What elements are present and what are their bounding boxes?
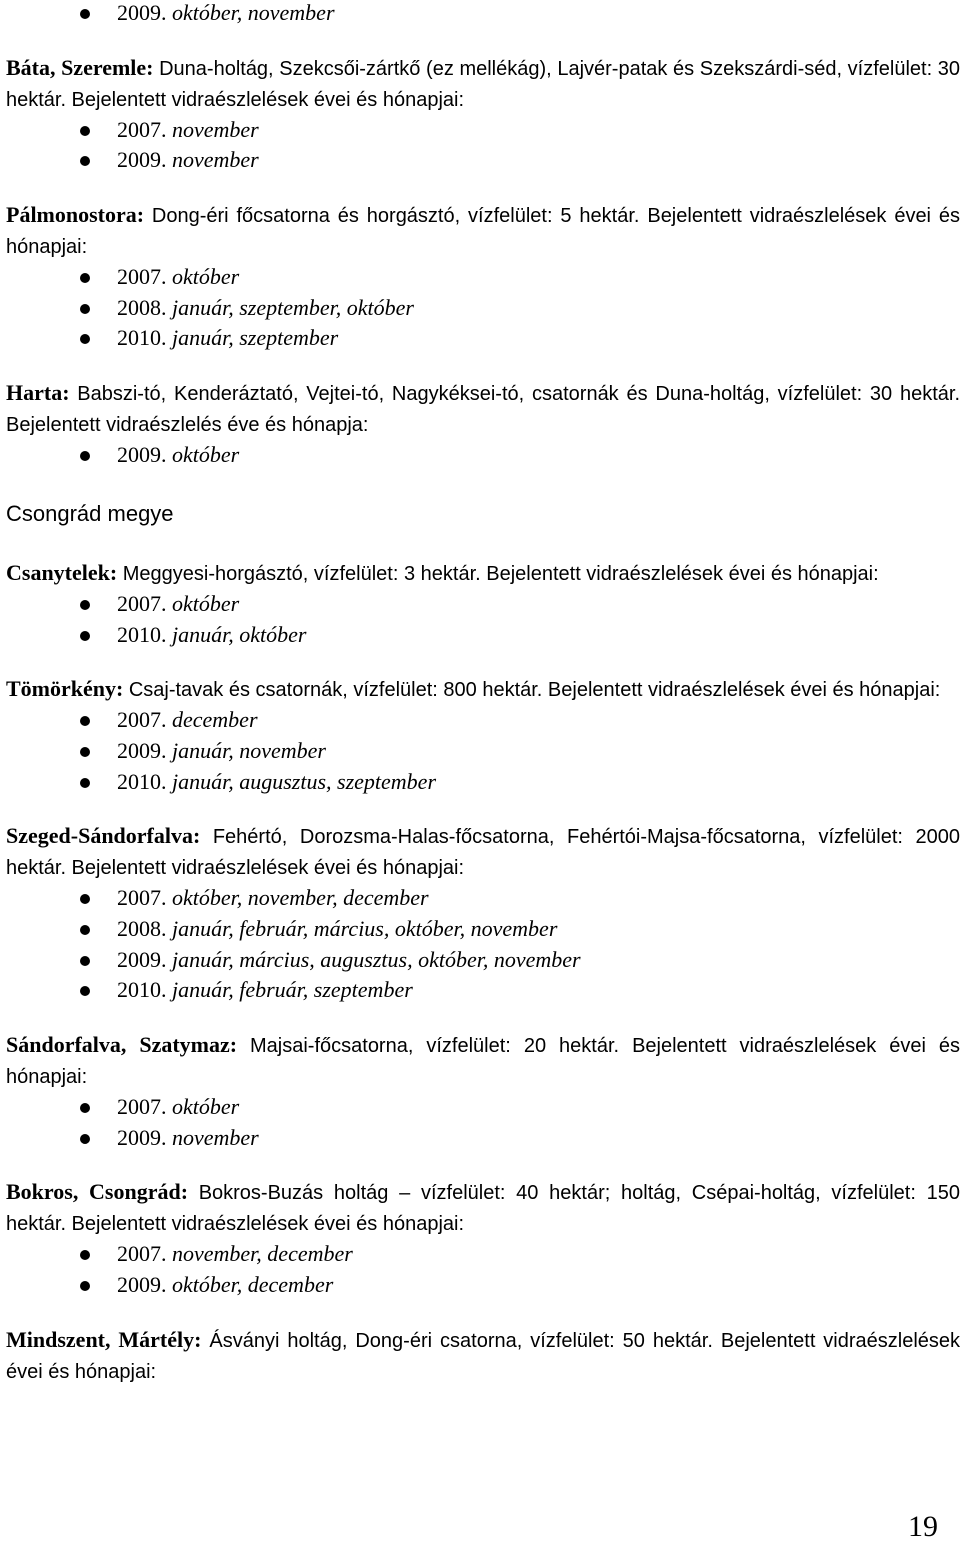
bullet-icon [80, 1250, 90, 1260]
bullet-icon [80, 334, 90, 344]
date-item [6, 1092, 960, 1123]
date-item [6, 975, 960, 1006]
bullet-icon [80, 894, 90, 904]
observation-months: január, március, augusztus, október, november [172, 946, 581, 972]
date-list [6, 1092, 960, 1153]
location-description: Csaj-tavak és csatornák, vízfelület: 800 hektár. Bejelentett vidraészlelések évei [128, 679, 827, 702]
observation-year: 2009. [117, 442, 167, 468]
date-item [6, 262, 960, 293]
bullet-icon [80, 1281, 90, 1291]
date-item [6, 323, 960, 354]
reported-label: évei és hónapjai: [6, 1035, 960, 1088]
location-entry [6, 354, 960, 471]
observation-months: november, december [172, 1241, 353, 1267]
observation-months: január, szeptember, október [172, 294, 414, 320]
water-area: vízfelület: 30 hektár. [6, 57, 960, 111]
observation-year: 2009. [117, 737, 167, 763]
county-heading: Csongrád megye [6, 500, 174, 526]
location-name: Tömörkény: [6, 676, 124, 702]
observation-year: 2010. [117, 977, 167, 1003]
reported-label: Bejelentett vidraészlelés éve és hónapja: [6, 414, 369, 437]
observation-months: január, augusztus, szeptember [172, 768, 437, 794]
location-entry [6, 1006, 960, 1153]
location-paragraph [6, 674, 960, 705]
spacer [6, 354, 960, 378]
location-paragraph [6, 558, 960, 589]
observation-year: 2007. [117, 885, 167, 911]
observation-months: október [172, 590, 240, 616]
location-entry [6, 1301, 960, 1387]
reported-label: és hónapjai: [832, 679, 941, 702]
location-description: Dong-éri főcsatorna és horgásztó, vízfelület: 5 hektár. Bejelentett [151, 205, 742, 228]
location-name: Szeged-Sándorfalva: [6, 823, 201, 849]
date-item [6, 945, 960, 976]
date-item [6, 767, 960, 798]
water-area: vízfelület: 2000 hektár. [6, 826, 960, 880]
bullet-icon [80, 925, 90, 935]
bullet-icon [80, 126, 90, 136]
observation-months: január, szeptember [172, 325, 339, 351]
location-name: Mindszent, Mártély: [6, 1326, 202, 1352]
bullet-icon [80, 1103, 90, 1113]
location-description: Duna-holtág, Szekcsői-zártkő (ez mellékág), Lajvér-patak és Szekszárdi-séd, [159, 57, 843, 80]
observation-months: október [172, 1094, 240, 1119]
location-entry [6, 650, 960, 797]
spacer [6, 797, 960, 821]
spacer [6, 650, 960, 674]
date-item [6, 440, 960, 471]
top-date-list [6, 0, 960, 29]
location-name: Csanytelek: [6, 559, 118, 585]
location-name: Harta: [6, 380, 70, 406]
observation-year: 2010. [117, 621, 167, 647]
reported-label: vidraészlelések évei és hónapjai: [6, 205, 960, 259]
date-item [6, 115, 960, 146]
location-description: Majsai-főcsatorna, vízfelület: 20 hektár. Bejelentett vidraészlelések [250, 1035, 877, 1057]
date-item [6, 1239, 960, 1270]
date-item [6, 705, 960, 736]
reported-label: Bejelentett vidraészlelések évei és hónapjai: [71, 857, 465, 880]
bullet-icon [80, 747, 90, 757]
location-entry [6, 558, 960, 650]
location-entry [6, 176, 960, 354]
location-paragraph [6, 1030, 960, 1092]
location-name: Pálmonostora: [6, 202, 145, 228]
observation-year: 2008. [117, 294, 167, 320]
location-name: Báta, Szeremle: [6, 54, 154, 80]
page-number: 19 [908, 1510, 938, 1543]
location-paragraph [6, 1325, 960, 1387]
spacer [6, 1301, 960, 1325]
observation-year: 2010. [117, 768, 167, 794]
observation-months: január, október [172, 621, 307, 647]
location-entry [6, 1153, 960, 1300]
location-entry [6, 797, 960, 1006]
document-page [6, 0, 960, 1387]
csongrad-entries [6, 558, 960, 1387]
bullet-icon [80, 156, 90, 166]
bullet-icon [80, 956, 90, 966]
date-list [6, 115, 960, 176]
date-item: 2009. október, november [6, 0, 960, 29]
date-list [6, 589, 960, 650]
date-item [6, 1123, 960, 1154]
location-description: Babszi-tó, Kenderáztató, Vejtei-tó, Nagykéksei-tó, csatornák és Duna-holtág, [77, 383, 770, 406]
observation-year: 2007. [117, 590, 167, 616]
observation-year: 2009. [117, 946, 167, 972]
date-item [6, 1270, 960, 1301]
location-paragraph [6, 1177, 960, 1239]
date-item [6, 293, 960, 324]
location-name: Bokros, Csongrád: [6, 1179, 189, 1205]
water-area: vízfelület: 150 hektár. [6, 1182, 960, 1236]
bullet-icon [80, 451, 90, 461]
observation-months: december [172, 707, 258, 733]
observation-year: 2007. [117, 116, 167, 142]
bullet-icon [80, 304, 90, 314]
date-item [6, 145, 960, 176]
location-paragraph [6, 378, 960, 440]
observation-months: október [172, 264, 240, 290]
water-area: vízfelület: 30 hektár. [777, 383, 960, 406]
location-paragraph [6, 53, 960, 115]
date-item [6, 736, 960, 767]
date-list [6, 883, 960, 1006]
date-list [6, 262, 960, 354]
observation-year: 2007. [117, 1241, 167, 1267]
observation-months: október, november, december [172, 885, 429, 911]
bullet-icon [80, 778, 90, 788]
observation-year: 2007. [117, 707, 167, 733]
bullet-icon [80, 9, 90, 19]
bullet-icon [80, 273, 90, 283]
spacer [6, 1006, 960, 1030]
reported-label: Bejelentett vidraészlelések évei és hónapjai: [71, 1213, 465, 1236]
location-paragraph [6, 200, 960, 262]
observation-year: 2008. [117, 915, 167, 941]
date-item [6, 589, 960, 620]
date-item [6, 620, 960, 651]
observation-year: 2007. [117, 264, 167, 290]
reported-label: hónapjai: [797, 562, 879, 585]
observation-months: november [172, 147, 259, 173]
date-item [6, 914, 960, 945]
observation-months: október [172, 442, 240, 468]
bullet-icon [80, 600, 90, 610]
observation-year: 2007. [117, 1094, 167, 1119]
date-list [6, 705, 960, 797]
bullet-icon [80, 1134, 90, 1144]
date-item [6, 883, 960, 914]
observation-year: 2009. [117, 1124, 167, 1150]
date-list [6, 1239, 960, 1300]
location-description: Ásványi holtág, Dong-éri csatorna, vízfelület: 50 hektár. Bejelentett [209, 1329, 816, 1352]
spacer [6, 176, 960, 200]
observation-months: január, november [172, 737, 326, 763]
bacs-kiskun-entries [6, 29, 960, 471]
location-description: Bokros-Buzás holtág – vízfelület: 40 hektár; holtág, Csépai-holtág, [198, 1182, 821, 1205]
observation-months: november [172, 1124, 259, 1150]
spacer [6, 29, 960, 53]
observation-months: november [172, 116, 259, 142]
observation-year: 2009. [117, 147, 167, 173]
observation-months: október, december [172, 1272, 334, 1298]
observation-months: január, február, szeptember [172, 977, 413, 1003]
reported-label: Bejelentett vidraészlelések évei és hónapjai: [71, 88, 465, 111]
observation-months: január, február, március, október, november [172, 915, 558, 941]
location-description: Fehértó, Dorozsma-Halas-főcsatorna, Fehértói-Majsa-főcsatorna, [212, 826, 806, 849]
bullet-icon [80, 631, 90, 641]
observation-year: 2010. [117, 325, 167, 351]
location-name: Sándorfalva, Szatymaz: [6, 1032, 238, 1057]
location-description: Meggyesi-horgásztó, vízfelület: 3 hektár. Bejelentett vidraészlelések évei és [122, 562, 792, 585]
spacer [6, 1153, 960, 1177]
reported-label: vidraészlelések évei és hónapjai: [6, 1329, 960, 1383]
location-paragraph [6, 821, 960, 883]
date-list [6, 440, 960, 471]
location-entry [6, 29, 960, 176]
observation-year: 2009. [117, 1272, 167, 1298]
bullet-icon [80, 986, 90, 996]
bullet-icon [80, 716, 90, 726]
